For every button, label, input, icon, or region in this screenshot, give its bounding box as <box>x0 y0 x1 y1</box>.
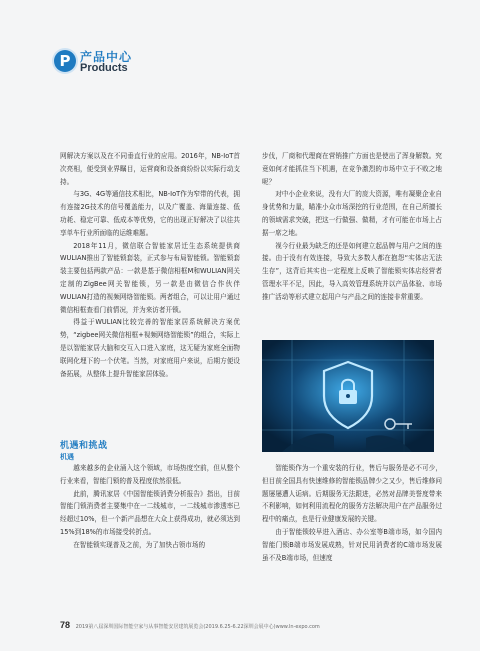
column-left-bottom <box>60 462 240 552</box>
paragraph: 此前，腾讯家居《中国智能锁消费分析报告》指出，目前智能门锁消费者主要集中在一二线城市，一二线城市渗透率已经超过10%，但一个新产品想在大众上获得成功，就必须达到15%到18%的市场接受转折点。 <box>60 489 240 536</box>
column-right-top <box>262 150 442 304</box>
paragraph: 对中小企业来说，没有大厂的庞大资源，唯有凝聚企业自身优势和力量，瞄准小众市场深挖的行业范围，在自己所擅长的领域需求突破，把这一行做强、做精，才有可能在市场上占据一席之地。 <box>262 190 442 237</box>
paragraph: 视今行业最为缺乏的还是如何建立起品牌与用户之间的连接。由于没有有效连接，导致大多数人都在抱怨“实体店无法生存”，这背后其实也一定程度上反映了智能锁实体店经营者管理水平不足，因此，导入高效管理系统并以产品体验、市场推广活动等形式建立起用户与产品之间的连接非常重要。 <box>262 241 442 301</box>
section-heading: 机遇和挑战 <box>60 441 108 451</box>
column-right-bottom <box>262 462 442 564</box>
page-footer <box>60 620 440 630</box>
section-badge-icon: P <box>54 50 76 72</box>
security-photo <box>262 340 434 452</box>
footer-text: 2019第八届深圳国际智能空家与从事智能安居建筑展览会(2019.6.25-6.22深圳会展中心)www.ln-expo.com <box>75 624 320 630</box>
paragraph: 由于智能锁较早进入酒店、办公室等B端市场，如今国内智能门锁B端市场发展成熟，针对民用消费者的C端市场发展虽不及B端市场，但速度 <box>262 527 442 562</box>
paragraph: 步伐，厂商和代理商在营销推广方面也是使出了浑身解数。究竟如何才能抓住当下机遇，在竞争激烈的市场中立于不败之地呢？ <box>262 152 442 186</box>
paragraph: 网解决方案以及在不同垂直行业的应用。2016年，NB-IoT首次亮相，便受到业界瞩目，运营商和设备商纷纷以实际行动支持。 <box>60 152 240 186</box>
page-number: 78 <box>60 620 71 630</box>
paragraph: 得益于WULIAN比较完善的智能家居系统解决方案优势，“zigbee网关微信相框+视频网络智能锁”的组合，实际上是以智能家居大脑和交互入口进入家庭，这无疑为家庭全面物联网化埋下的一个伏笔。当然，对家庭用户来说，后期方便设备拓展，从整体上提升智能家居体验。 <box>60 318 240 378</box>
paragraph: 2018年11月，微信联合智能家居迁生态系统提供商WULIAN推出了智能锁套装，正式参与布局智能锁。智能锁套装主要包括两款产品：一款是基于微信相框M和WULIAN网关定制的ZigBee网关智能锁，另一款是由微信合作伙伴WULIAN打造的视频网络智能锁。两者组合，可以让用户通过微信相框查看门前情况，并为来访者开锁。 <box>60 241 240 314</box>
section-title-cn: 产品中心 <box>80 50 133 64</box>
section-title-en: Products <box>80 62 128 74</box>
security-illustration <box>262 340 434 452</box>
paragraph: 与3G、4G等通信技术相比，NB-IoT作为窄带的代表，拥有连接2G技术的信号覆盖能力，以及广覆盖、海量连接、低功耗、稳定可靠、低成本等优势，它的出现正好解决了以往共享单车行业所面临的运维难题。 <box>60 190 240 237</box>
paragraph: 越来越多的企业涌入这个领域，市场热度空前，但从整个行业来看，智能门锁的普及程度依然很低。 <box>60 464 240 485</box>
column-left-top <box>60 150 240 380</box>
paragraph: 在智能锁实现普及之前，为了加快占领市场的 <box>73 540 206 549</box>
subsection-heading: 机遇 <box>60 453 74 461</box>
paragraph: 智能锁作为一个重安装的行业，售后与服务是必不可少，但目前全国具有快速维修的智能锁品牌少之又少，售后维修问题屡屡遭人诟病。后期服务无法跟进，必然对品牌美誉度带来不利影响，如何利用流程化的服务方法解决用户在产品服务过程中的痛点，也是行业健康发展的关键。 <box>262 464 442 524</box>
